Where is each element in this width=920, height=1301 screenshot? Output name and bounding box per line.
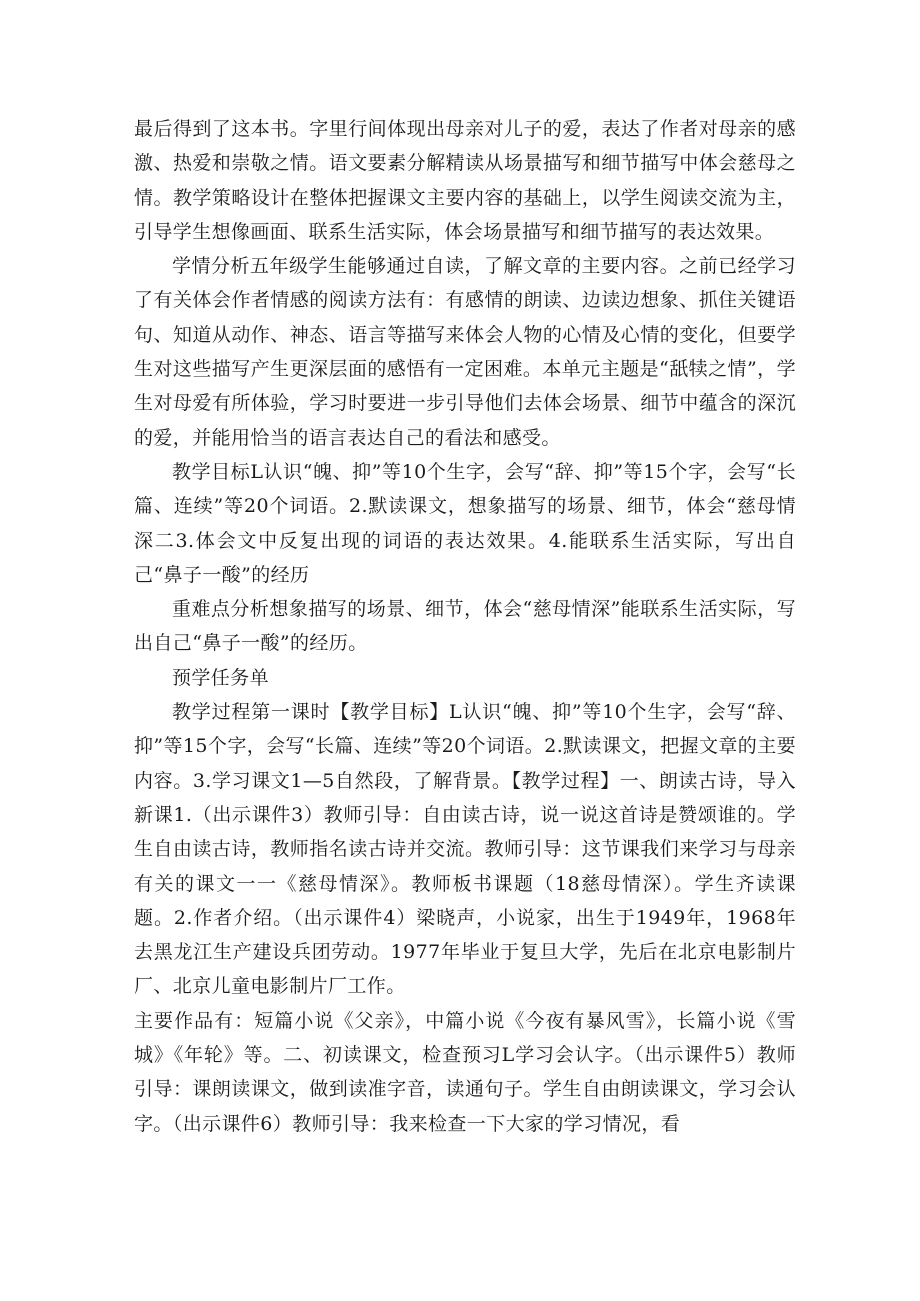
- paragraph-main-works: 主要作品有：短篇小说《父亲》，中篇小说《今夜有暴风雪》，长篇小说《雪城》《年轮》等。二、初读课文，检查预习L学习会认字。（出示课件5）教师引导：课朗读课文，做到读准字音，读通句子。学生自由朗读课文，学习会认字。（出示课件6）教师引导：我来检查一下大家的学习情况，看: [134, 1009, 796, 1135]
- paragraph-teaching-goals: 教学目标L认识“魄、抑”等10个生字，会写“辞、抑”等15个字，会写“长篇、连续”等20个词语。2.默读课文，想象描写的场景、细节，体会“慈母情深二3.体会文中反复出现的词语的表达效果。4.能联系生活实际，写出自己“鼻子一酸”的经历: [134, 460, 796, 586]
- paragraph-teaching-process: 教学过程第一课时【教学目标】L认识“魄、抑”等10个生字，会写“辞、抑”等15个字，会写“长篇、连续”等20个词语。2.默读课文，把握文章的主要内容。3.学习课文1—5自然段，了解背景。【教学过程】一、朗读古诗，导入新课1.（出示课件3）教师引导：自由读古诗，说一说这首诗是赞颂谁的。学生自由读古诗，教师指名读古诗并交流。教师引导：这节课我们来学习与母亲有关的课文一一《慈母情深》。教师板书课题（18慈母情深）。学生齐读课题。2.作者介绍。（出示课件4）梁晓声，小说家，出生于1949年，1968年去黑龙江生产建设兵团劳动。1977年毕业于复旦大学，先后在北京电影制片厂、北京儿童电影制片厂工作。: [134, 701, 796, 998]
- paragraph-learner-analysis: 学情分析五年级学生能够通过自读，了解文章的主要内容。之前已经学习了有关体会作者情感的阅读方法有：有感情的朗读、边读边想象、抓住关键语句、知道从动作、神态、语言等描写来体会人物的心情及心情的变化，但要学生对这些描写产生更深层面的感悟有一定困难。本单元主题是“舐犊之情”，学生对母爱有所体验，学习时要进一步引导他们去体会场景、细节中蕴含的深沉的爱，并能用恰当的语言表达自己的看法和感受。: [134, 255, 796, 449]
- paragraph-continuation: 最后得到了这本书。字里行间体现出母亲对儿子的爱，表达了作者对母亲的感激、热爱和崇敬之情。语文要素分解精读从场景描写和细节描写中体会慈母之情。教学策略设计在整体把握课文主要内容的基础上，以学生阅读交流为主，引导学生想像画面、联系生活实际，体会场景描写和细节描写的表达效果。: [134, 118, 796, 243]
- document-body: [134, 112, 796, 1141]
- paragraph-key-points: 重难点分析想象描写的场景、细节，体会“慈母情深”能联系生活实际，写出自己“鼻子一酸”的经历。: [134, 598, 796, 655]
- paragraph-pre-study-heading: 预学任务单: [172, 666, 270, 689]
